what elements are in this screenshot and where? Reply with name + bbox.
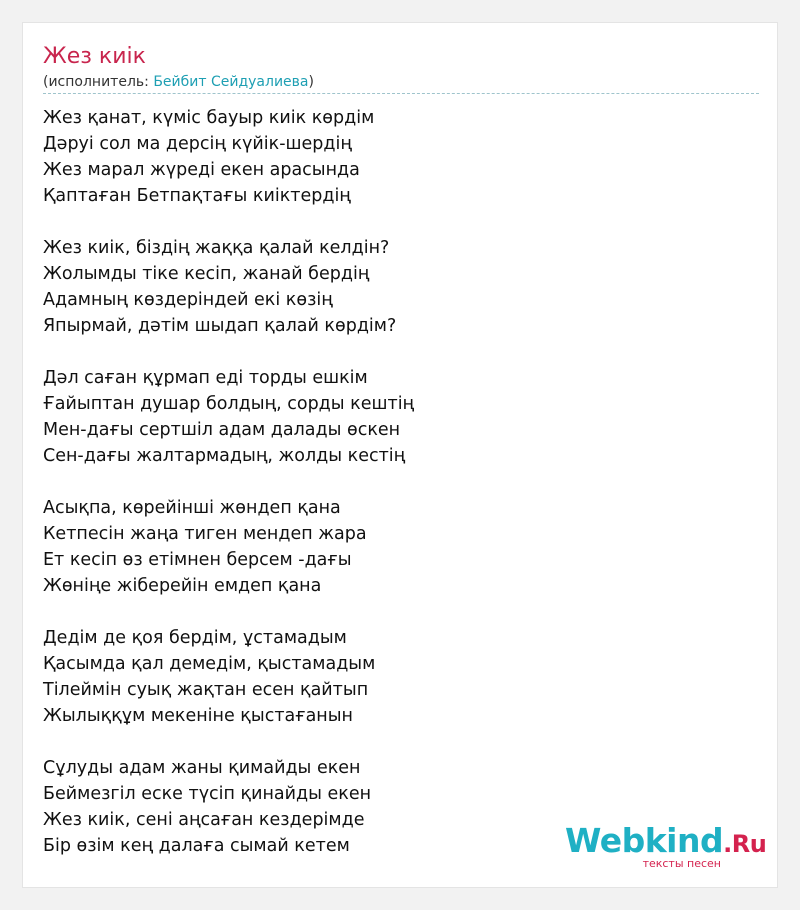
stanza xyxy=(43,495,583,599)
song-title: Жез киік xyxy=(43,44,146,69)
lyric-line: Мен-дағы сертшіл адам далады өскен xyxy=(43,420,401,440)
lyric-line: Жез киік, сені аңсаған кездерімде xyxy=(43,810,365,830)
divider xyxy=(43,93,759,94)
lyrics-card xyxy=(22,22,778,888)
lyric-line: Жез марал жүреді екен арасында xyxy=(43,160,360,180)
lyric-line: Ет кесіп өз етімнен берсем -дағы xyxy=(43,550,352,570)
artist-prefix: (исполнитель: xyxy=(43,74,154,90)
stanza xyxy=(43,105,583,209)
lyric-line: Дәл саған құрмап еді торды ешкім xyxy=(43,368,368,388)
lyric-line: Япырмай, дәтім шыдап қалай көрдім? xyxy=(43,316,397,336)
site-logo[interactable] xyxy=(565,821,767,875)
lyrics-body xyxy=(43,105,583,885)
stanza xyxy=(43,365,583,469)
lyric-line: Дәруі сол ма дерсің күйік-шердің xyxy=(43,134,352,154)
artist-link[interactable]: Бейбит Сейдуалиева xyxy=(153,74,309,90)
logo-main-text: Webkind xyxy=(565,821,724,860)
stanza xyxy=(43,235,583,339)
logo-suffix: .Ru xyxy=(723,830,767,858)
lyric-line: Қасымда қал демедім, қыстамадым xyxy=(43,654,376,674)
stanza xyxy=(43,625,583,729)
lyric-line: Қаптаған Бетпақтағы киіктердің xyxy=(43,186,351,206)
lyric-line: Беймезгіл еске түсіп қинайды екен xyxy=(43,784,372,804)
lyric-line: Сұлуды адам жаны қимайды екен xyxy=(43,758,361,778)
lyric-line: Жез киік, біздің жаққа қалай келдін? xyxy=(43,238,390,258)
stanza xyxy=(43,755,583,859)
lyric-line: Жез қанат, күміс бауыр киік көрдім xyxy=(43,108,375,128)
artist-line xyxy=(43,73,314,91)
lyric-line: Асықпа, көрейінші жөндеп қана xyxy=(43,498,341,518)
lyric-line: Бір өзім кең далаға сымай кетем xyxy=(43,836,350,856)
lyric-line: Тілеймін суық жақтан есен қайтып xyxy=(43,680,369,700)
lyric-line: Кетпесін жаңа тиген мендеп жара xyxy=(43,524,367,544)
lyric-line: Сен-дағы жалтармадың, жолды кестің xyxy=(43,446,406,466)
lyric-line: Ғайыптан душар болдың, сорды кештің xyxy=(43,394,415,414)
artist-suffix: ) xyxy=(308,74,314,90)
logo-tagline: тексты песен xyxy=(642,857,721,870)
lyric-line: Дедім де қоя бердім, ұстамадым xyxy=(43,628,347,648)
lyric-line: Жолымды тіке кесіп, жанай бердің xyxy=(43,264,370,284)
lyric-line: Жөніңе жіберейін емдеп қана xyxy=(43,576,322,596)
lyric-line: Адамның көздеріндей екі көзің xyxy=(43,290,333,310)
lyric-line: Жылыққұм мекеніне қыстағанын xyxy=(43,706,353,726)
